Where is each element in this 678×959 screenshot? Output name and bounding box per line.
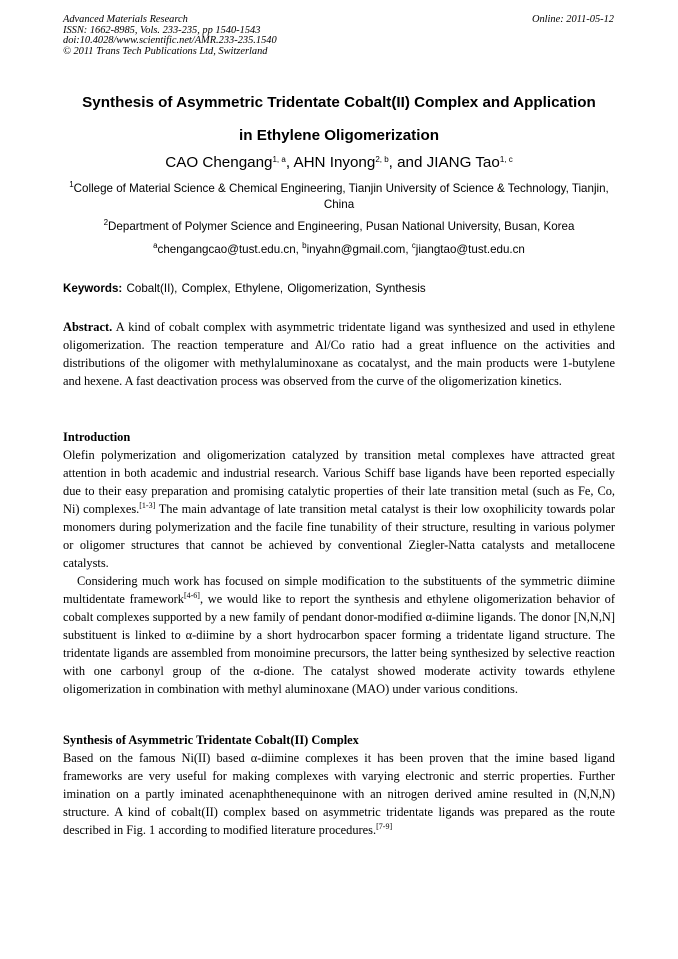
email-address: inyahn@gmail.com, [306, 243, 412, 256]
abstract-text: A kind of cobalt complex with asymmetric tridentate ligand was synthesized and used in ethylene oligomerization. The reaction temperature and Al/Co ratio had a great influence on the activities and distributions of the oligomer with methylaluminoxane as cocatalyst, and the main products were 1-butylene and hexene. A fast deactivation process was observed from the curve of the oligomerization kinetics. [63, 320, 615, 388]
keywords [63, 281, 615, 297]
affiliation-text: College of Material Science & Chemical Engineering, Tianjin University of Science & Technology, Tianjin, China [73, 182, 609, 211]
section-heading-synthesis: Synthesis of Asymmetric Tridentate Cobalt(II) Complex [63, 733, 359, 747]
journal-name: Advanced Materials Research [63, 14, 188, 25]
section-heading-introduction: Introduction [63, 430, 131, 444]
affiliation-number: 1 [69, 180, 74, 189]
email-mark: b [302, 241, 307, 250]
introduction-paragraph-1 [63, 446, 615, 572]
affiliation-number: 2 [103, 218, 109, 227]
synthesis-section [63, 731, 615, 839]
issn-line: ISSN: 1662-8985, Vols. 233-235, pp 1540-1543 [63, 24, 261, 36]
author-name: JIANG Tao [426, 154, 500, 171]
abstract-label: Abstract. [63, 320, 113, 334]
author-name: AHN Inyong [293, 154, 376, 171]
email-address: chengangcao@tust.edu.cn, [157, 243, 303, 256]
citation: [4-6] [183, 591, 200, 600]
author-separator: , and [388, 154, 427, 171]
copyright-line: © 2011 Trans Tech Publications Ltd, Switzerland [63, 45, 268, 57]
paragraph-text: , we would like to report the synthesis and ethylene oligomerization behavior of cobalt complexes supported by a new family of pendant donor-modified α-diimine ligands. The donor [N,N,N] substituent is linked to α-diimine by a short hydrocarbon spacer forming a tridentate ligand structure. The tridentate ligands are assembled from monoimine precursors, the latter being synthesized by selective reaction with one carbonyl group of the α-dione. The catalyst showed moderate activity towards ethylene oligomerization in combination with methyl aluminoxane (MAO) under various conditions. [63, 592, 615, 696]
paragraph-text: Based on the famous Ni(II) based α-diimine complexes it has been proven that the imine based ligand frameworks are very useful for making complexes with varying electronic and sterric properties. Further imination on a partly iminated acenaphthenequinone with an nitrogen derived amine resulted in (N,N,N) structure. A kind of cobalt(II) complex based on asymmetric tridentate ligands was prepared as the route described in Fig. 1 according to modified literature procedures. [63, 751, 615, 837]
keywords-label: Keywords: [63, 282, 123, 295]
author-emails [60, 242, 618, 258]
author-affiliation-mark: 1, c [499, 155, 513, 164]
abstract-paragraph [63, 318, 615, 390]
synthesis-paragraph-1 [63, 749, 615, 839]
author-affiliation-mark: 2, b [375, 155, 389, 164]
citation: [7-9] [376, 822, 393, 831]
paragraph-text: Considering much work has focused on simple modification to the substituents of the symmetric diimine multidentate framework [63, 574, 615, 606]
author-separator: , [285, 154, 294, 171]
title-line-1: Synthesis of Asymmetric Tridentate Cobalt(II) Complex and Application [82, 94, 596, 111]
author-list [40, 152, 638, 174]
journal-header [63, 15, 277, 57]
email-mark: a [153, 241, 158, 250]
abstract [63, 318, 615, 390]
introduction-paragraph-2 [63, 572, 615, 698]
paragraph-text: Olefin polymerization and oligomerization catalyzed by transition metal complexes have attracted great attention in both academic and industrial research. Various Schiff base ligands have been reported especially due to their easy preparation and promising catalytic properties of their late transition metal (such as Fe, Co, Ni) complexes. [63, 448, 615, 516]
doi-line: doi:10.4028/www.scientific.net/AMR.233-235.1540 [63, 35, 277, 47]
paper-title [40, 86, 638, 152]
affiliation-text: Department of Polymer Science and Engineering, Pusan National University, Busan, Korea [108, 220, 575, 233]
introduction-section [63, 428, 615, 698]
author-name: CAO Chengang [165, 154, 273, 171]
email-mark: c [411, 241, 416, 250]
paragraph-text: The main advantage of late transition metal catalyst is their low oxophilicity towards polar monomers during polymerization and the facile fine tunability of their structure, resulting in various polymer or oligomer structures that cannot be achieved by conventional Ziegler-Natta catalysts and metallocene catalysts. [63, 502, 615, 570]
keywords-text: Cobalt(II), Complex, Ethylene, Oligomerization, Synthesis [122, 282, 426, 295]
author-affiliation-mark: 1, a [272, 155, 286, 164]
online-date: Online: 2011-05-12 [531, 14, 614, 25]
affiliation-2 [60, 219, 618, 235]
title-line-2: in Ethylene Oligomerization [239, 127, 439, 144]
email-address: jiangtao@tust.edu.cn [415, 243, 525, 256]
citation: [1-3] [139, 501, 156, 510]
affiliation-1 [60, 181, 618, 213]
